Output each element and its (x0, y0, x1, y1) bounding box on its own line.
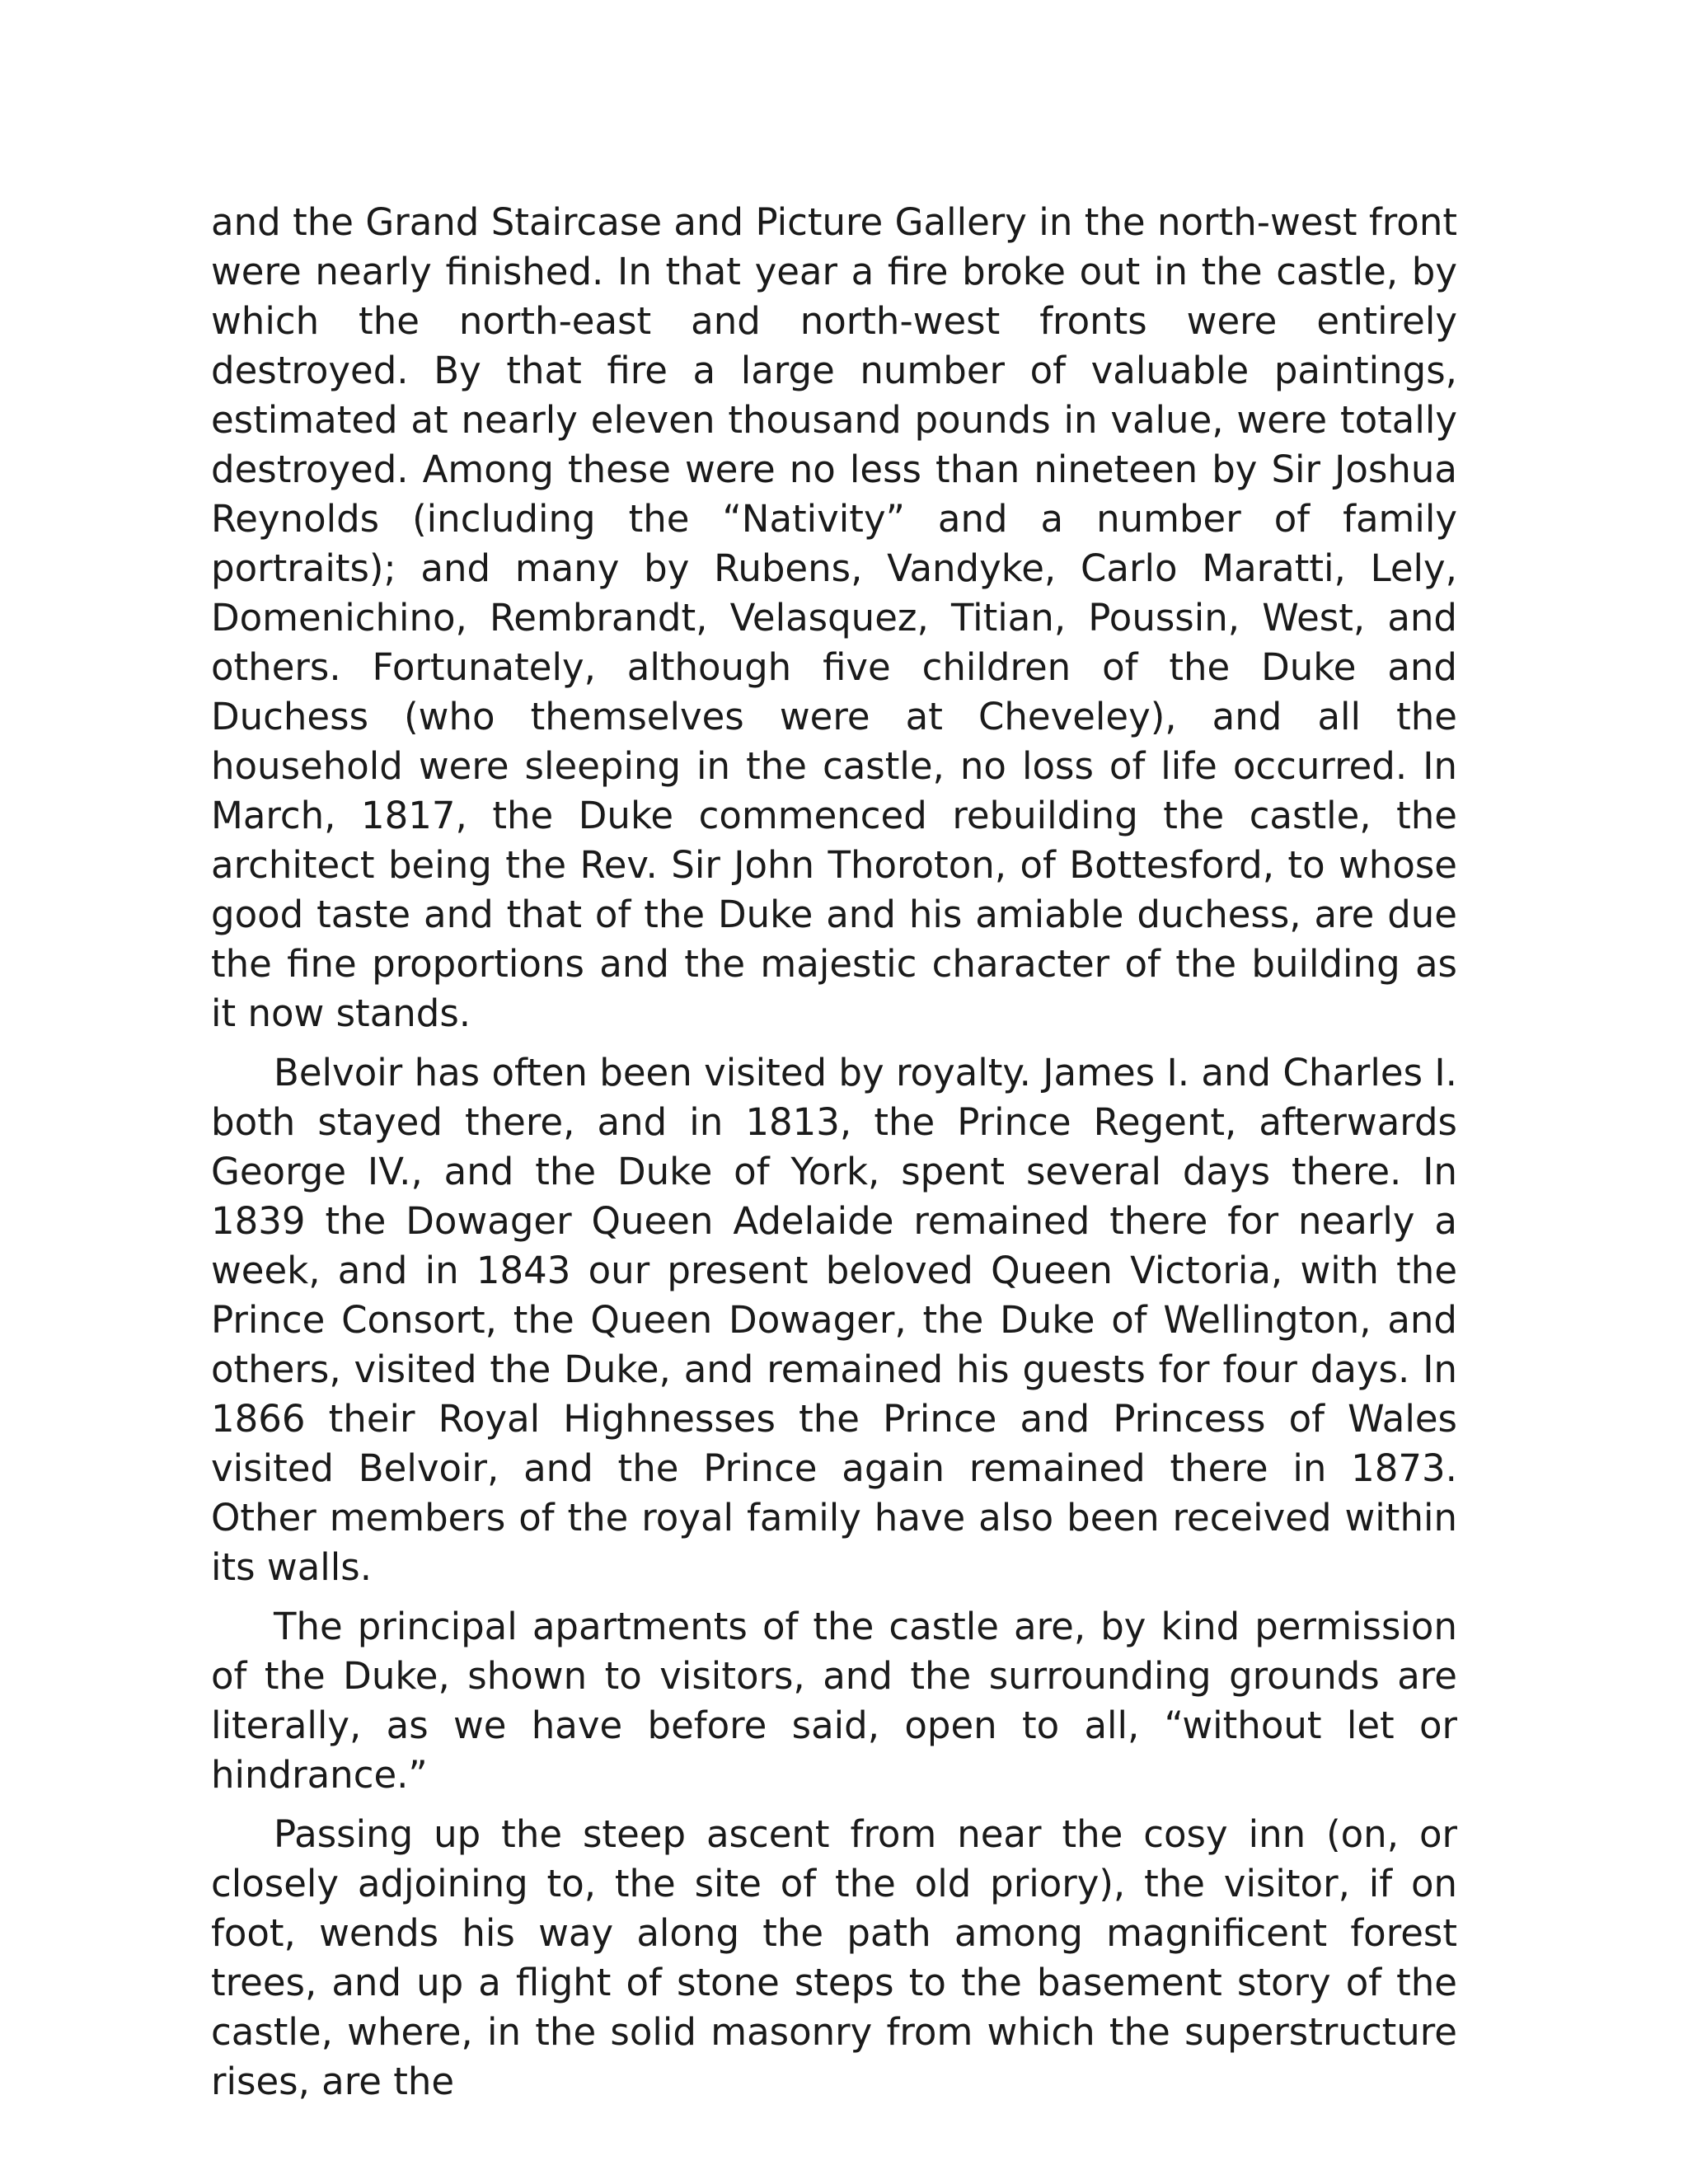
paragraph-continuation: and the Grand Staircase and Picture Gallery in the north-west front were nearly finished. In that year a fire broke out in the castle, by which the north-east and north-west fronts were entirely destroyed. By that fire a large number of valuable paintings, estimated at nearly eleven thousand pounds in value, were totally destroyed. Among these were no less than nineteen by Sir Joshua Reynolds (including the “Nativity” and a number of family portraits); and many by Rubens, Vandyke, Carlo Maratti, Lely, Domenichino, Rembrandt, Velasquez, Titian, Poussin, West, and others. Fortunately, although five children of the Duke and Duchess (who themselves were at Cheveley), and all the household were sleeping in the castle, no loss of life occurred. In March, 1817, the Duke commenced rebuilding the castle, the architect being the Rev. Sir John Thoroton, of Bottesford, to whose good taste and that of the Duke and his amiable duchess, are due the fine proportions and the majestic character of the building as it now stands. (211, 200, 1457, 1035)
paragraph-ascent: Passing up the steep ascent from near the cosy inn (on, or closely adjoining to, the site of the old priory), the visitor, if on foot, wends his way along the path among magnificent forest trees, and up a flight of stone steps to the basement story of the castle, where, in the solid masonry from which the superstructure rises, are the (211, 1812, 1457, 2103)
paragraph-royal-visits: Belvoir has often been visited by royalty. James I. and Charles I. both stayed there, and in 1813, the Prince Regent, afterwards George IV., and the Duke of York, spent several days there. In 1839 the Dowager Queen Adelaide remained there for nearly a week, and in 1843 our present beloved Queen Victoria, with the Prince Consort, the Queen Dowager, the Duke of Wellington, and others, visited the Duke, and remained his guests for four days. In 1866 their Royal Highnesses the Prince and Princess of Wales visited Belvoir, and the Prince again remained there in 1873. Other members of the royal family have also been received within its walls. (211, 1051, 1457, 1589)
page-body (211, 198, 1457, 2116)
paragraph-visitors: The principal apartments of the castle are, by kind permission of the Duke, shown to visitors, and the surrounding grounds are literally, as we have before said, open to all, “without let or hindrance.” (211, 1605, 1457, 1797)
